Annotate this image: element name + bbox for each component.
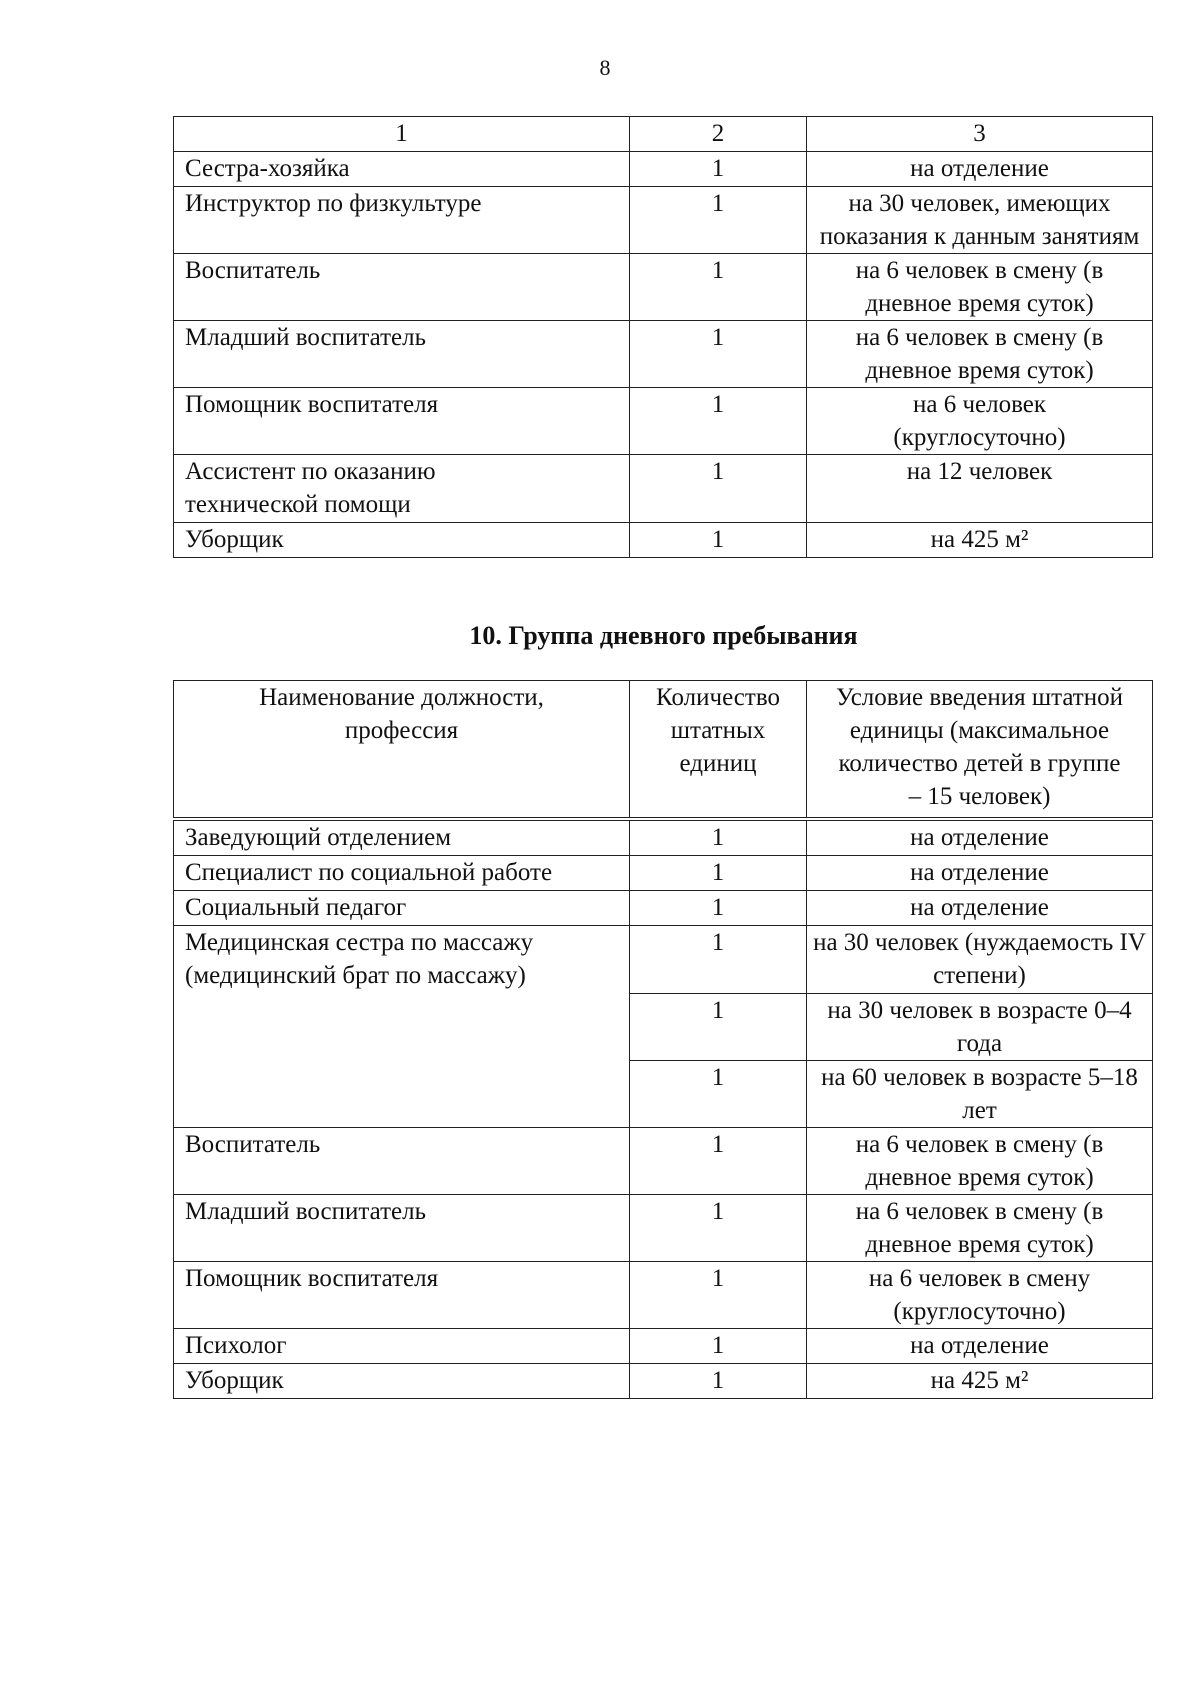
staff-count: 1 [630, 523, 807, 558]
table-row [174, 1128, 1153, 1195]
table-row [174, 455, 1153, 523]
position-name: Уборщик [174, 523, 630, 558]
staff-condition: на 425 м² [807, 523, 1153, 558]
header-condition: Условие введения штатной единицы (максимальное количество детей в группе – 15 человек) [807, 681, 1153, 820]
table-row [174, 1195, 1153, 1262]
table-row [174, 523, 1153, 558]
table-row [174, 152, 1153, 187]
staff-condition: на отделение [807, 1329, 1153, 1364]
staff-condition: на 6 человек в смену (в дневное время суток) [807, 1128, 1153, 1195]
staff-count: 1 [630, 1364, 807, 1399]
staff-count: 1 [630, 819, 807, 856]
position-name: Ассистент по оказанию технической помощи [174, 455, 630, 523]
staff-condition: на 12 человек [807, 455, 1153, 523]
staff-count: 1 [630, 254, 807, 321]
staff-condition: на 6 человек в смену (в дневное время суток) [807, 1195, 1153, 1262]
table-row [174, 819, 1153, 856]
header-position: Наименование должности, профессия [174, 681, 630, 820]
table-row [174, 891, 1153, 926]
position-name: Уборщик [174, 1364, 630, 1399]
section-title: 10. Группа дневного пребывания [469, 621, 858, 650]
staff-condition: на отделение [807, 856, 1153, 891]
column-number: 2 [630, 117, 807, 152]
table-row [174, 1329, 1153, 1364]
position-name: Сестра-хозяйка [174, 152, 630, 187]
staff-condition: на 30 человек (нуждаемость IV степени) [807, 926, 1153, 994]
staff-count: 1 [630, 926, 807, 994]
position-name: Специалист по социальной работе [174, 856, 630, 891]
staff-condition: на 6 человек в смену (круглосуточно) [807, 1262, 1153, 1329]
column-number: 1 [174, 117, 630, 152]
position-name: Воспитатель [174, 254, 630, 321]
position-name: Младший воспитатель [174, 1195, 630, 1262]
staff-count: 1 [630, 321, 807, 388]
page-number: 8 [599, 55, 611, 80]
table-row [174, 856, 1153, 891]
staff-condition: на 30 человек, имеющих показания к данным занятиям [807, 187, 1153, 254]
table-row [174, 187, 1153, 254]
staff-count: 1 [630, 856, 807, 891]
staff-count: 1 [630, 994, 807, 1061]
staff-condition: на 425 м² [807, 1364, 1153, 1399]
staff-count: 1 [630, 388, 807, 455]
position-name: Инструктор по физкультуре [174, 187, 630, 254]
table-row [174, 254, 1153, 321]
staff-count: 1 [630, 891, 807, 926]
staff-count: 1 [630, 1195, 807, 1262]
staff-count: 1 [630, 152, 807, 187]
staff-condition: на отделение [807, 819, 1153, 856]
staff-count: 1 [630, 187, 807, 254]
staff-condition: на отделение [807, 152, 1153, 187]
table-header-row [174, 681, 1153, 820]
staff-condition: на 60 человек в возрасте 5–18 лет [807, 1061, 1153, 1128]
table-row [174, 1364, 1153, 1399]
staff-count: 1 [630, 1061, 807, 1128]
staff-condition: на 6 человек в смену (в дневное время суток) [807, 254, 1153, 321]
staff-condition: на 30 человек в возрасте 0–4 года [807, 994, 1153, 1061]
day-group-staff-table [173, 680, 1153, 1399]
staff-condition: на отделение [807, 891, 1153, 926]
staff-count: 1 [630, 1262, 807, 1329]
position-name: Заведующий отделением [174, 819, 630, 856]
position-name: Психолог [174, 1329, 630, 1364]
position-name: Помощник воспитателя [174, 1262, 630, 1329]
position-name: Социальный педагог [174, 891, 630, 926]
position-name: Воспитатель [174, 1128, 630, 1195]
staff-condition: на 6 человек (круглосуточно) [807, 388, 1153, 455]
staff-table-continued [173, 116, 1153, 558]
table-row [174, 321, 1153, 388]
header-count: Количество штатных единиц [630, 681, 807, 820]
position-name: Помощник воспитателя [174, 388, 630, 455]
column-number-row [174, 117, 1153, 152]
column-number: 3 [807, 117, 1153, 152]
staff-count: 1 [630, 455, 807, 523]
table-row [174, 926, 1153, 994]
staff-count: 1 [630, 1329, 807, 1364]
staff-count: 1 [630, 1128, 807, 1195]
table-row [174, 388, 1153, 455]
staff-condition: на 6 человек в смену (в дневное время суток) [807, 321, 1153, 388]
position-name: Младший воспитатель [174, 321, 630, 388]
position-name: Медицинская сестра по массажу (медицинский брат по массажу) [174, 926, 630, 1128]
table-row [174, 1262, 1153, 1329]
